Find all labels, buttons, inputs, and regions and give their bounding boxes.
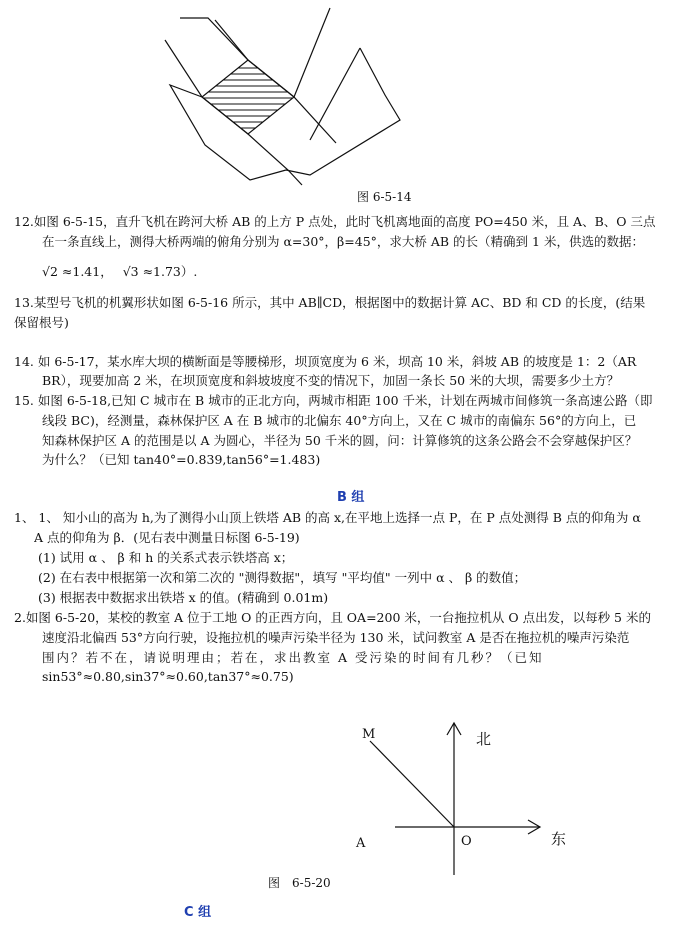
problem-15-line-2: 线段 BC)，经测量，森林保护区 A 在 B 城市的北偏东 40°方向上，又在 C 城市的南偏东 56°的方向上，已 [42, 413, 637, 428]
problem-12-line-1: 12.如图 6-5-15，直升飞机在跨河大桥 AB 的上方 P 点处，此时飞机离地面的高度 PO=450 米，且 A、B、O 三点 [14, 214, 656, 229]
group-b-q2-line-3: 围内？若不在，请说明理由；若在，求出教室 A 受污染的时间有几秒？（已知 [42, 650, 544, 665]
group-c-title: C 组 [184, 905, 212, 920]
label-m: M [362, 727, 376, 742]
figure-6-5-14 [160, 0, 440, 200]
tractor-path-line [370, 741, 454, 827]
label-a: A [356, 836, 366, 851]
problem-15-line-4: 为什么？（已知 tan40°=0.839,tan56°=1.483) [42, 452, 321, 467]
group-b-q2-line-2: 速度沿北偏西 53°方向行驶，设拖拉机的噪声污染半径为 130 米，试问教室 A 是否在拖拉机的噪声污染范 [42, 630, 630, 645]
group-b-q1-sub-1: (1) 试用 α 、 β 和 h 的关系式表示铁塔高 x； [38, 550, 294, 565]
group-b-q1-line-1: 1、 1、 知小山的高为 h,为了测得小山顶上铁塔 AB 的高 x,在平地上选择一点 P，在 P 点处测得 B 点的仰角为 α [14, 510, 641, 525]
group-b-q1-line-2: A 点的仰角为 β．(见右表中测量日标图 6-5-19) [34, 530, 300, 545]
problem-12-line-2: 在一条直线上，测得大桥两端的俯角分别为 α=30°，β=45°，求大桥 AB 的长（精确到 1 米，供选的数据： [42, 234, 644, 249]
problem-14-line-1: 14. 如 6-5-17，某水库大坝的横断面是等腰梯形，坝顶宽度为 6 米，坝高 10 米，斜坡 AB 的坡度是 1：2（AR [14, 354, 637, 369]
label-north: 北 [476, 730, 492, 748]
problem-12-data-line [42, 262, 197, 280]
sqrt2-value: √2 ≈1.41， [42, 264, 113, 279]
label-o: O [461, 834, 472, 849]
figure-caption-6-5-20: 图 6-5-20 [268, 876, 331, 890]
bridge-band-line [215, 20, 248, 60]
problem-15-line-3: 知森林保护区 A 的范围是以 A 为圆心，半径为 50 千米的圆，问：计算修筑的这条公路会不会穿越保护区？ [42, 433, 638, 448]
problem-14-line-2: BR），现要加高 2 米，在坝顶宽度和斜坡坡度不变的情况下，加固一条长 50 米的大坝，需要多少土方？ [42, 373, 620, 388]
bridge-band-line [294, 8, 330, 97]
bridge-band-line [310, 48, 360, 140]
label-east: 东 [551, 830, 567, 848]
bridge-band-line [170, 85, 286, 180]
group-b-q2-line-4: sin53°≈0.80,sin37°≈0.60,tan37°≈0.75) [42, 669, 294, 684]
group-b-q1-sub-2: (2) 在右表中根据第一次和第二次的 "测得数据"，填写 "平均值" 一列中 α 、 β 的数值； [38, 570, 527, 585]
group-b-title: B 组 [337, 490, 365, 505]
sqrt3-value: √3 ≈1.73）. [122, 264, 198, 279]
group-b-q2-line-1: 2.如图 6-5-20，某校的教室 A 位于工地 O 的正西方向，且 OA=200 米，一台拖拉机从 O 点出发，以每秒 5 米的 [14, 610, 651, 625]
problem-13-line-2: 保留根号) [14, 315, 69, 330]
problem-13-line-1: 13.某型号飞机的机翼形状如图 6-5-16 所示，其中 AB∥CD，根据图中的数据计算 AC、BD 和 CD 的长度，(结果 [14, 295, 646, 310]
group-b-q1-sub-3: (3) 根据表中数据求出铁塔 x 的值。(精确到 0.01m) [38, 590, 329, 605]
figure-caption-6-5-14: 图 6-5-14 [357, 190, 412, 204]
hatched-region [202, 60, 294, 134]
figure-6-5-20 [340, 715, 580, 885]
problem-15-line-1: 15. 如图 6-5-18,已知 C 城市在 B 城市的正北方向，两城市相距 100 千米，计划在两城市间修筑一条高速公路（即 [14, 393, 653, 408]
bridge-band-line [286, 48, 400, 175]
